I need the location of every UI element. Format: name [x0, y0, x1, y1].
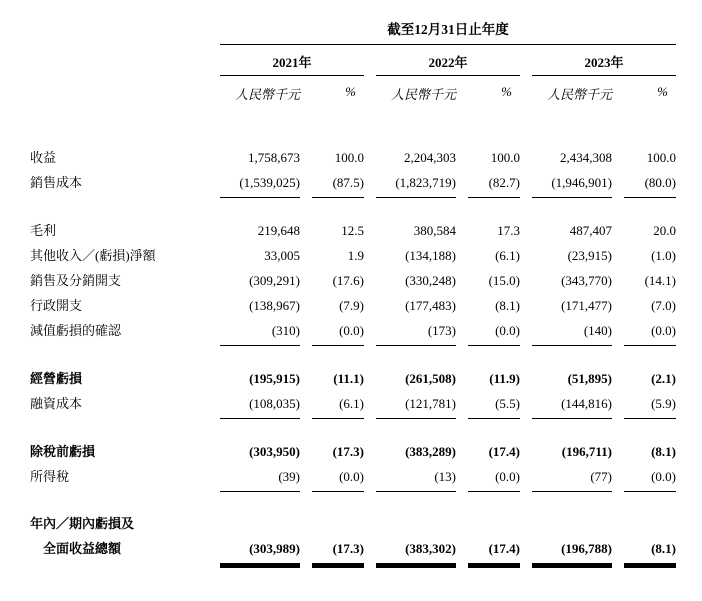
value-cell [376, 268, 456, 293]
value-text: (5.5) [495, 396, 520, 411]
value-cell [376, 318, 456, 346]
value-cell [532, 366, 612, 391]
value-text: 1.9 [347, 248, 364, 263]
row-label: 經營虧損 [30, 371, 83, 386]
value-text: (330,248) [405, 273, 456, 288]
value-text: (196,788) [561, 541, 612, 556]
value-text: (310) [271, 323, 300, 338]
underline-double [220, 563, 300, 568]
value-text: (13) [434, 469, 456, 484]
value-cell [312, 218, 364, 243]
value-cell [532, 536, 612, 568]
value-text: 12.5 [341, 223, 364, 238]
value-cell [532, 243, 612, 268]
row-label: 減值虧損的確認 [30, 323, 122, 338]
row-label: 融資成本 [30, 396, 83, 411]
value-text: (343,770) [561, 273, 612, 288]
value-text: (2.1) [651, 371, 676, 386]
value-cell [468, 391, 520, 419]
value-text: (303,950) [249, 444, 300, 459]
value-cell [468, 439, 520, 464]
value-cell [312, 145, 364, 170]
value-text: 33,005 [264, 248, 300, 263]
value-cell [376, 243, 456, 268]
value-text: (138,967) [249, 298, 300, 313]
value-cell [532, 464, 612, 492]
value-text: (23,915) [567, 248, 612, 263]
value-text: (17.4) [488, 541, 520, 556]
subheader-amount-2023: 人民幣千元 [546, 87, 612, 102]
value-text: (7.9) [339, 298, 364, 313]
value-cell [220, 366, 300, 391]
row-spacer [30, 198, 676, 218]
value-text: (17.4) [488, 444, 520, 459]
value-cell [532, 145, 612, 170]
value-text: (6.1) [339, 396, 364, 411]
value-text: (0.0) [651, 469, 676, 484]
value-cell [312, 170, 364, 198]
value-text: (195,915) [249, 371, 300, 386]
value-cell [468, 536, 520, 568]
value-text: (11.9) [489, 371, 520, 386]
value-cell [376, 464, 456, 492]
row-label: 收益 [30, 150, 57, 165]
value-text: (1,823,719) [395, 175, 456, 190]
value-text: (303,989) [249, 541, 300, 556]
value-text: (121,781) [405, 396, 456, 411]
year-header-2022: 2022年 [376, 45, 520, 76]
value-text: (309,291) [249, 273, 300, 288]
value-text: (0.0) [495, 323, 520, 338]
subheader-percent-2022: % [501, 84, 512, 99]
value-text: (17.3) [332, 444, 364, 459]
value-text: 2,204,303 [404, 150, 456, 165]
value-text: (15.0) [488, 273, 520, 288]
value-text: (8.1) [651, 541, 676, 556]
value-text: (11.1) [333, 371, 364, 386]
value-text: (0.0) [495, 469, 520, 484]
value-text: (5.9) [651, 396, 676, 411]
value-cell [220, 170, 300, 198]
value-text: (0.0) [339, 323, 364, 338]
value-cell [220, 536, 300, 568]
value-cell [624, 268, 676, 293]
value-text: (0.0) [651, 323, 676, 338]
value-text: 20.0 [653, 223, 676, 238]
value-text: 17.3 [497, 223, 520, 238]
underline-double [532, 563, 612, 568]
value-text: (196,711) [561, 444, 612, 459]
value-text: 487,407 [569, 223, 612, 238]
value-cell [624, 464, 676, 492]
value-text: (7.0) [651, 298, 676, 313]
value-text: 2,434,308 [560, 150, 612, 165]
value-cell [468, 464, 520, 492]
value-cell [220, 439, 300, 464]
value-cell [312, 439, 364, 464]
value-text: 100.0 [334, 150, 364, 165]
value-text: (261,508) [405, 371, 456, 386]
value-cell [624, 170, 676, 198]
value-cell [532, 293, 612, 318]
value-text: (134,188) [405, 248, 456, 263]
underline-double [376, 563, 456, 568]
value-text: 100.0 [646, 150, 676, 165]
value-cell [220, 464, 300, 492]
value-cell [624, 218, 676, 243]
value-cell [312, 318, 364, 346]
value-text: (17.6) [332, 273, 364, 288]
value-cell [624, 243, 676, 268]
value-cell [312, 366, 364, 391]
value-text: (8.1) [651, 444, 676, 459]
row-spacer [30, 492, 676, 512]
value-cell [376, 293, 456, 318]
value-text: (1,946,901) [551, 175, 612, 190]
table-title: 截至12月31日止年度 [220, 18, 676, 45]
row-label: 銷售成本 [30, 175, 83, 190]
row-label: 所得稅 [30, 469, 70, 484]
subheader-amount-2022: 人民幣千元 [390, 87, 456, 102]
value-text: (87.5) [332, 175, 364, 190]
value-cell [220, 293, 300, 318]
value-cell [532, 268, 612, 293]
value-text: (8.1) [495, 298, 520, 313]
value-text: (80.0) [644, 175, 676, 190]
underline-double [624, 563, 676, 568]
value-cell [220, 218, 300, 243]
value-cell [532, 218, 612, 243]
value-text: (108,035) [249, 396, 300, 411]
value-cell [376, 366, 456, 391]
value-text: (6.1) [495, 248, 520, 263]
value-cell [624, 366, 676, 391]
row-label-line1: 年內／期內虧損及 [30, 516, 135, 531]
value-cell [624, 145, 676, 170]
row-spacer [30, 346, 676, 366]
value-cell [532, 391, 612, 419]
value-text: 100.0 [490, 150, 520, 165]
value-cell [312, 293, 364, 318]
value-cell [220, 391, 300, 419]
row-label: 全面收益總額 [43, 541, 122, 556]
value-cell [220, 243, 300, 268]
value-cell [468, 243, 520, 268]
value-cell [468, 318, 520, 346]
value-cell [468, 268, 520, 293]
value-cell [312, 536, 364, 568]
value-text: (17.3) [332, 541, 364, 556]
row-label: 行政開支 [30, 298, 83, 313]
value-cell [220, 318, 300, 346]
value-cell [468, 366, 520, 391]
value-cell [624, 318, 676, 346]
value-cell [312, 464, 364, 492]
row-label: 毛利 [30, 223, 57, 238]
value-text: 1,758,673 [248, 150, 300, 165]
value-cell [468, 218, 520, 243]
value-cell [376, 170, 456, 198]
value-cell [376, 391, 456, 419]
row-label: 除稅前虧損 [30, 444, 96, 459]
value-cell [312, 268, 364, 293]
value-text: (51,895) [567, 371, 612, 386]
value-text: (82.7) [488, 175, 520, 190]
value-text: (0.0) [339, 469, 364, 484]
value-text: (140) [583, 323, 612, 338]
header-gap [30, 103, 676, 145]
row-label: 銷售及分銷開支 [30, 273, 122, 288]
value-text: (77) [590, 469, 612, 484]
subheader-percent-2021: % [345, 84, 356, 99]
value-text: (144,816) [561, 396, 612, 411]
value-cell [376, 536, 456, 568]
value-cell [624, 536, 676, 568]
value-text: (1,539,025) [239, 175, 300, 190]
value-cell [220, 268, 300, 293]
value-cell [468, 170, 520, 198]
value-text: (1.0) [651, 248, 676, 263]
value-text: (177,483) [405, 298, 456, 313]
underline-double [312, 563, 364, 568]
underline-double [468, 563, 520, 568]
value-text: (171,477) [561, 298, 612, 313]
row-label: 其他收入／(虧損)淨額 [30, 248, 156, 263]
value-cell [624, 391, 676, 419]
year-header-2021: 2021年 [220, 45, 364, 76]
value-cell [312, 243, 364, 268]
year-header-2023: 2023年 [532, 45, 676, 76]
value-cell [468, 145, 520, 170]
value-text: (173) [427, 323, 456, 338]
value-cell [624, 293, 676, 318]
subheader-percent-2023: % [657, 84, 668, 99]
value-cell [376, 218, 456, 243]
value-cell [532, 439, 612, 464]
value-cell [624, 439, 676, 464]
value-text: 380,584 [413, 223, 456, 238]
value-cell [532, 318, 612, 346]
value-cell [468, 293, 520, 318]
value-cell [532, 170, 612, 198]
value-cell [376, 439, 456, 464]
subheader-amount-2021: 人民幣千元 [234, 87, 300, 102]
value-cell [376, 145, 456, 170]
financial-table [30, 18, 676, 568]
value-text: (39) [278, 469, 300, 484]
value-text: (383,302) [405, 541, 456, 556]
value-cell [312, 391, 364, 419]
row-spacer [30, 419, 676, 439]
value-cell [220, 145, 300, 170]
value-text: (14.1) [644, 273, 676, 288]
value-text: (383,289) [405, 444, 456, 459]
value-text: 219,648 [257, 223, 300, 238]
